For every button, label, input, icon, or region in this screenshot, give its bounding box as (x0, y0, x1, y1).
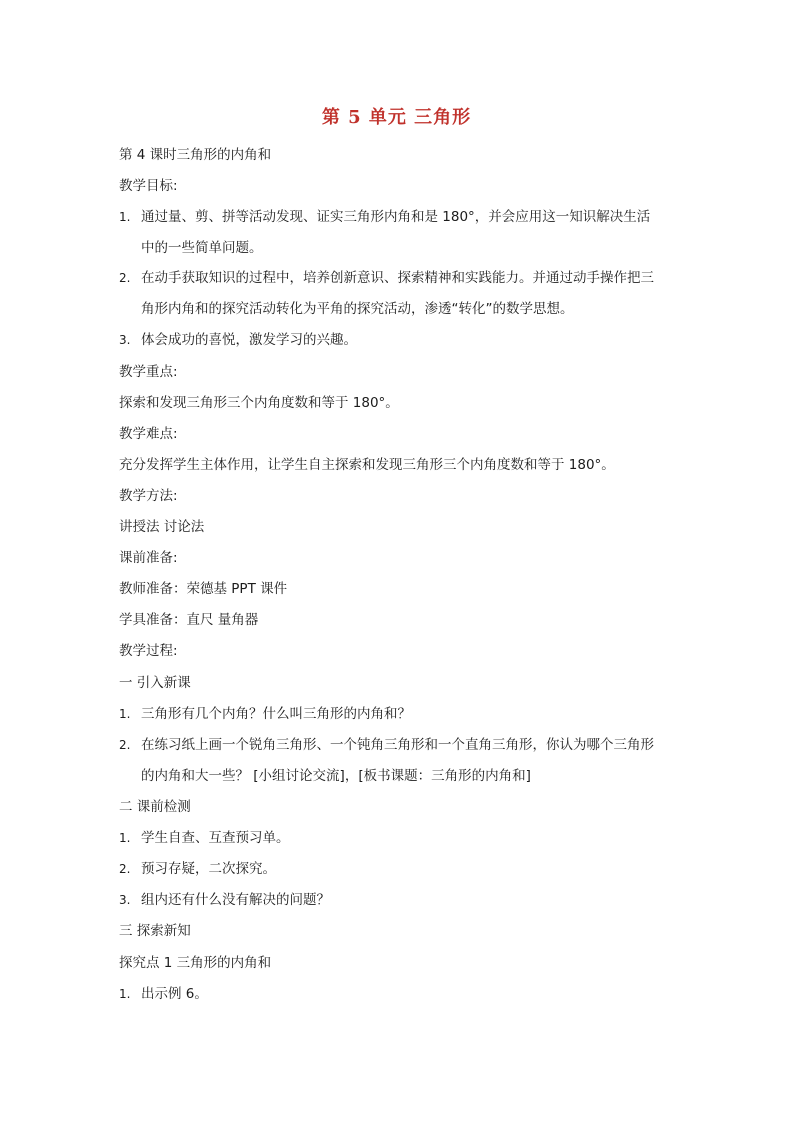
line-text: 在练习纸上画一个锐角三角形、一个钝角三角形和一个直角三角形，你认为哪个三角形 (141, 737, 654, 753)
line-text: 教学重点: (119, 364, 178, 380)
list-number: 2. (119, 738, 131, 752)
difficulties-text (119, 455, 615, 475)
line-text: 充分发挥学生主体作用，让学生自主探索和发现三角形三个内角度数和等于 180°。 (119, 457, 615, 473)
list-number: 2. (119, 271, 131, 285)
precheck-item-2 (119, 859, 276, 879)
line-text: 教学难点: (119, 426, 178, 442)
list-number: 1. (119, 707, 131, 721)
objective-item-3 (119, 330, 357, 350)
line-text: 在动手获取知识的过程中，培养创新意识、探索精神和实践能力。并通过动手操作把三 (141, 270, 654, 286)
section-heading-process (119, 641, 178, 661)
section-heading-preparation (119, 548, 178, 568)
line-text: 第 4 课时三角形的内角和 (119, 147, 272, 163)
line-text: 的内角和大一些？ [小组讨论交流]，[板书课题：三角形的内角和] (141, 768, 531, 784)
part-heading-explore (119, 921, 191, 941)
objective-item-2 (119, 268, 654, 288)
line-text: 一 引入新课 (119, 675, 191, 691)
list-number: 3. (119, 333, 131, 347)
list-number: 1. (119, 987, 131, 1001)
part-heading-precheck (119, 797, 191, 817)
line-text: 二 课前检测 (119, 799, 191, 815)
line-text: 组内还有什么没有解决的问题？ (141, 892, 330, 908)
line-text: 教学过程: (119, 643, 178, 659)
line-text: 学具准备：直尺 量角器 (119, 612, 259, 628)
line-text: 体会成功的喜悦，激发学习的兴趣。 (141, 332, 357, 348)
section-heading-difficulties (119, 424, 178, 444)
section-heading-objectives (119, 176, 178, 196)
intro-item-2 (119, 735, 654, 755)
precheck-item-3 (119, 890, 330, 910)
key-points-text (119, 393, 399, 413)
line-text: 讲授法 讨论法 (119, 519, 205, 535)
explore-item-1 (119, 984, 208, 1004)
line-text: 预习存疑，二次探究。 (141, 861, 276, 877)
list-number: 1. (119, 831, 131, 845)
line-text: 教师准备：荣德基 PPT 课件 (119, 581, 288, 597)
document-title: 第 5 单元 三角形 (321, 107, 472, 128)
list-number: 2. (119, 862, 131, 876)
lesson-subtitle (119, 145, 271, 165)
line-text: 中的一些简单问题。 (141, 240, 263, 256)
part-heading-introduction (119, 673, 191, 693)
line-text: 探索和发现三角形三个内角度数和等于 180°。 (119, 395, 399, 411)
line-text: 三 探索新知 (119, 923, 191, 939)
teacher-preparation (119, 579, 287, 599)
explore-point-1 (119, 953, 271, 973)
objective-item-2-continued (141, 299, 574, 319)
line-text: 出示例 6。 (141, 986, 208, 1002)
line-text: 学生自查、互查预习单。 (141, 830, 290, 846)
intro-item-1 (119, 704, 411, 724)
line-text: 教学目标: (119, 178, 178, 194)
line-text: 课前准备: (119, 550, 178, 566)
line-text: 角形内角和的探究活动转化为平角的探究活动，渗透“转化”的数学思想。 (141, 301, 574, 317)
objective-item-1 (119, 207, 650, 227)
line-text: 三角形有几个内角？什么叫三角形的内角和？ (141, 706, 411, 722)
precheck-item-1 (119, 828, 290, 848)
student-preparation (119, 610, 258, 630)
list-number: 1. (119, 210, 131, 224)
section-heading-methods (119, 486, 178, 506)
line-text: 探究点 1 三角形的内角和 (119, 955, 272, 971)
line-text: 通过量、剪、拼等活动发现、证实三角形内角和是 180°，并会应用这一知识解决生活 (141, 209, 651, 225)
line-text: 教学方法: (119, 488, 178, 504)
section-heading-key-points (119, 362, 178, 382)
methods-text (119, 517, 204, 537)
list-number: 3. (119, 893, 131, 907)
objective-item-1-continued (141, 238, 263, 258)
intro-item-2-continued (141, 766, 531, 786)
